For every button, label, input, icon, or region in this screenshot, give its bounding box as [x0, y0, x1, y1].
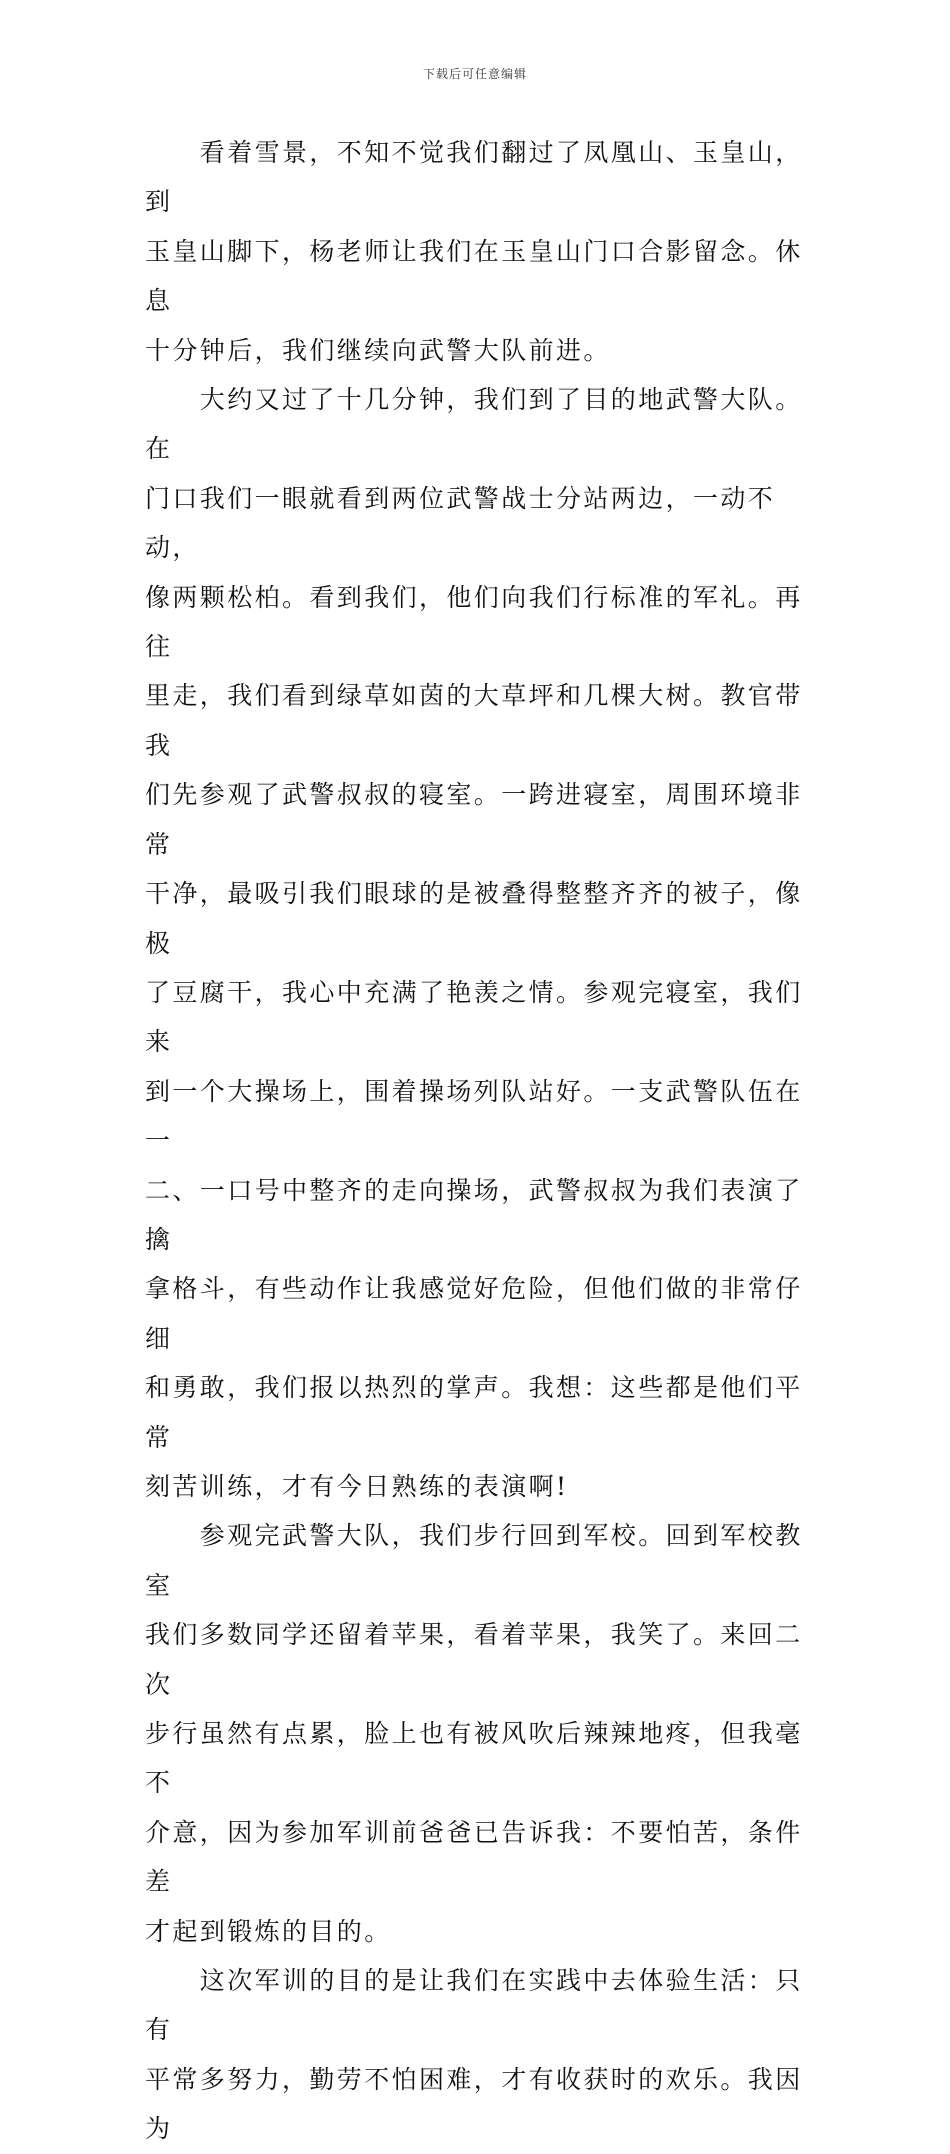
document-body — [145, 128, 807, 2154]
paragraph: 看着雪景，不知不觉我们翻过了凤凰山、玉皇山，到 玉皇山脚下，杨老师让我们在玉皇山门口合影留念。休息 十分钟后，我们继续向武警大队前进。 — [145, 138, 803, 365]
paragraph: 参观完武警大队，我们步行回到军校。回到军校教室 我们多数同学还留着苹果，看着苹果，我笑了。来回二次 步行虽然有点累，脸上也有被风吹后辣辣地疼，但我毫不 介意，因为参加军训前爸爸已告诉我：不要怕苦，条件差 才起到锻炼的目的。 — [145, 1521, 803, 1946]
paragraph: 大约又过了十几分钟，我们到了目的地武警大队。在 门口我们一眼就看到两位武警战士分站两边，一动不动， 像两颗松柏。看到我们，他们向我们行标准的军礼。再往 里走，我们看到绿草如茵的大草坪和几棵大树。教官带我 们先参观了武警叔叔的寝室。一跨进寝室，周围环境非常 干净，最吸引我们眼球的是被叠得整整齐齐的被子，像极 了豆腐干，我心中充满了艳羡之情。参观完寝室，我们来 到一个大操场上，围着操场列队站好。一支武警队伍在一 二、一口号中整齐的走向操场，武警叔叔为我们表演了擒 拿格斗，有些动作让我感觉好危险，但他们做的非常仔细 和勇敢，我们报以热烈的掌声。我想：这些都是他们平常 刻苦训练，才有今日熟练的表演啊! — [145, 385, 803, 1501]
paragraph: 这次军训的目的是让我们在实践中去体验生活：只有 平常多努力，勤劳不怕困难，才有收获时的欢乐。我因为 — [145, 1966, 803, 2144]
page-header: 下载后可任意编辑 — [422, 67, 527, 81]
